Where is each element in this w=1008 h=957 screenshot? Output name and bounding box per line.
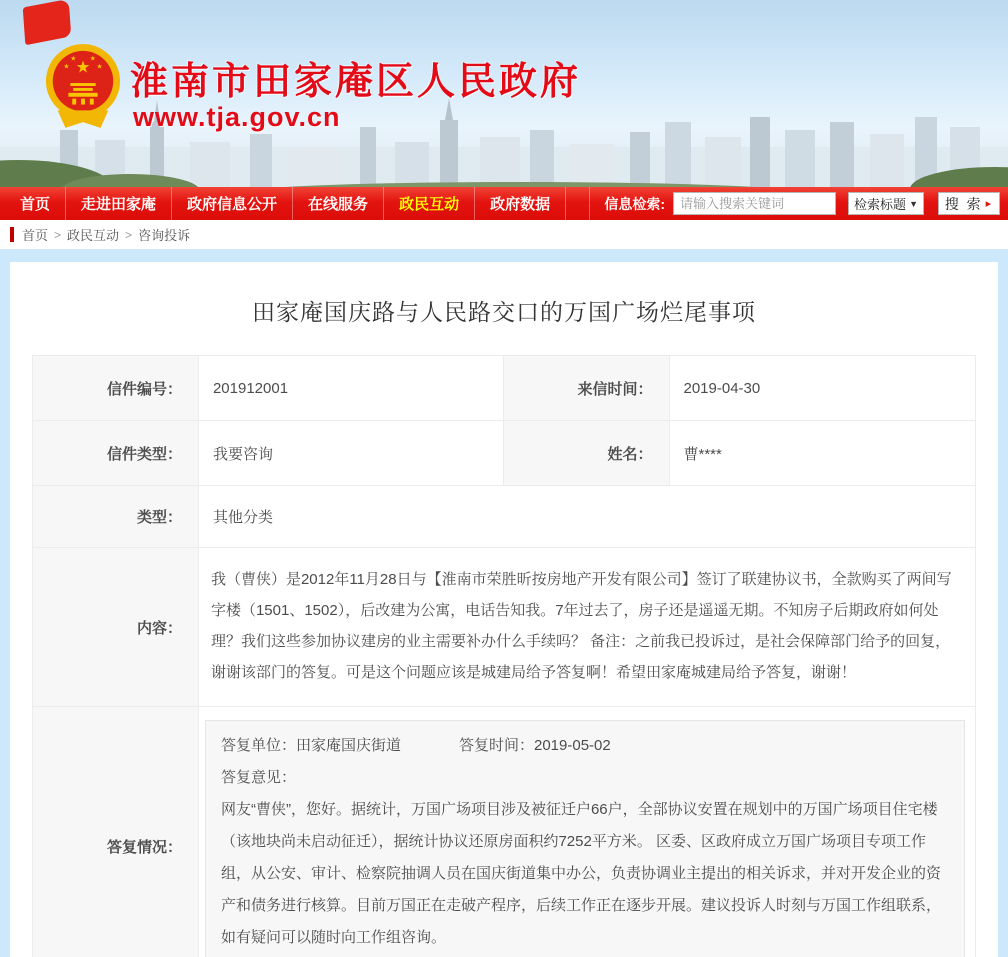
nav-item-interaction[interactable]: 政民互动 [384,187,475,220]
content-panel [10,262,998,957]
reply-status-label: 答复情况： [33,707,199,957]
search-scope-value: 检索标题 [854,197,907,212]
reply-opinion-label: 答复意见： [220,769,296,786]
reply-body-text: 网友“曹侠”，您好。据统计，万国广场项目涉及被征迁户66户，全部协议安置在规划中的万国广场项目住宅楼（该地块尚未启动征迁），据统计协议还原房面积约7252平方米。 区委、区政府成立万国广场项目专项工作组，从公安、审计、检察院抽调人员在国庆街道集中办公，负责协调业主提出的相关诉求，并对开发企业的资产和债务进行核算。目前万国正在走破产程序，后续工作正在逐步开展。建议投诉人时刻与万国工作组联系，如有疑问可以随时向工作组咨询。 [220,801,941,946]
table-row [33,356,976,421]
letter-date-value: 2019-04-30 [669,356,976,421]
page-background [0,249,1008,957]
breadcrumb-separator: > [125,227,133,242]
nav-item-about[interactable]: 走进田家庵 [66,187,172,220]
main-nav [0,187,1008,220]
page-title: 田家庵国庆路与人民路交口的万国广场烂尾事项 [252,300,756,325]
reply-unit-label: 答复单位： [220,737,296,754]
search-scope-dropdown[interactable] [848,192,924,215]
svg-text:★: ★ [96,63,103,71]
letter-category-label: 类型： [33,486,199,548]
letter-type-label: 信件类型： [33,421,199,486]
nav-item-info-disclosure[interactable]: 政府信息公开 [172,187,293,220]
svg-text:★: ★ [70,55,77,63]
reply-unit-value: 田家庵国庆街道 [295,737,401,754]
nav-item-online-services[interactable]: 在线服务 [293,187,384,220]
letter-content-text: 我（曹侠）是2012年11月28日与【淮南市荣胜昕按房地产开发有限公司】签订了联建协议书，全款购买了两间写字楼（1501、1502），后改建为公寓，电话告知我。7年过去了，房子还是遥遥无期。不知房子后期政府如何处理？我们这些参加协议建房的业主需要补办什么手续吗？ 备注：之前我已投诉过，是社会保障部门给予的回复，谢谢该部门的答复。可是这个问题应该是城建局给予答复啊！希望田家庵城建局给予答复，谢谢！ [198,548,975,707]
table-row [33,486,976,548]
svg-text:★: ★ [89,55,96,63]
search-button-label: 搜 索 [944,195,983,212]
search-bar [589,187,1000,220]
letter-name-value: 曹**** [669,421,976,486]
breadcrumb-marker [10,227,14,242]
breadcrumb [0,220,1008,249]
breadcrumb-consult-complaint[interactable]: 咨询投诉 [138,228,191,243]
site-url: www.tja.gov.cn [133,102,341,132]
nav-item-gov-data[interactable]: 政府数据 [475,187,566,220]
search-button[interactable] [938,192,1000,215]
reply-cell [198,707,975,957]
search-label: 信息检索: [604,195,665,212]
table-row [33,548,976,707]
letter-number-label: 信件编号： [33,356,199,421]
letter-name-label: 姓名： [504,421,669,486]
letter-category-value: 其他分类 [198,486,975,548]
letter-type-value: 我要咨询 [198,421,504,486]
nav-menu [0,187,566,220]
arrow-right-icon: ▸ [985,198,994,210]
reply-box [205,720,965,957]
breadcrumb-interaction[interactable]: 政民互动 [67,228,120,243]
letter-detail-table [32,355,976,957]
letter-number-value: 201912001 [198,356,504,421]
chevron-down-icon: ▼ [909,198,918,209]
national-emblem-icon [44,38,122,134]
table-row [33,707,976,957]
site-header [0,0,1008,187]
letter-content-label: 内容： [33,548,199,707]
site-name: 淮南市田家庵区人民政府 [130,61,582,103]
table-row [33,421,976,486]
reply-time-value: 2019-05-02 [534,737,611,754]
nav-item-home[interactable]: 首页 [0,187,66,220]
svg-text:★: ★ [63,63,70,71]
letter-date-label: 来信时间： [504,356,669,421]
search-input[interactable] [673,192,836,215]
reply-time-label: 答复时间： [458,737,534,754]
breadcrumb-home[interactable]: 首页 [22,228,49,243]
svg-text:★: ★ [75,57,91,77]
breadcrumb-separator: > [54,227,62,242]
reply-meta-line [221,730,949,762]
